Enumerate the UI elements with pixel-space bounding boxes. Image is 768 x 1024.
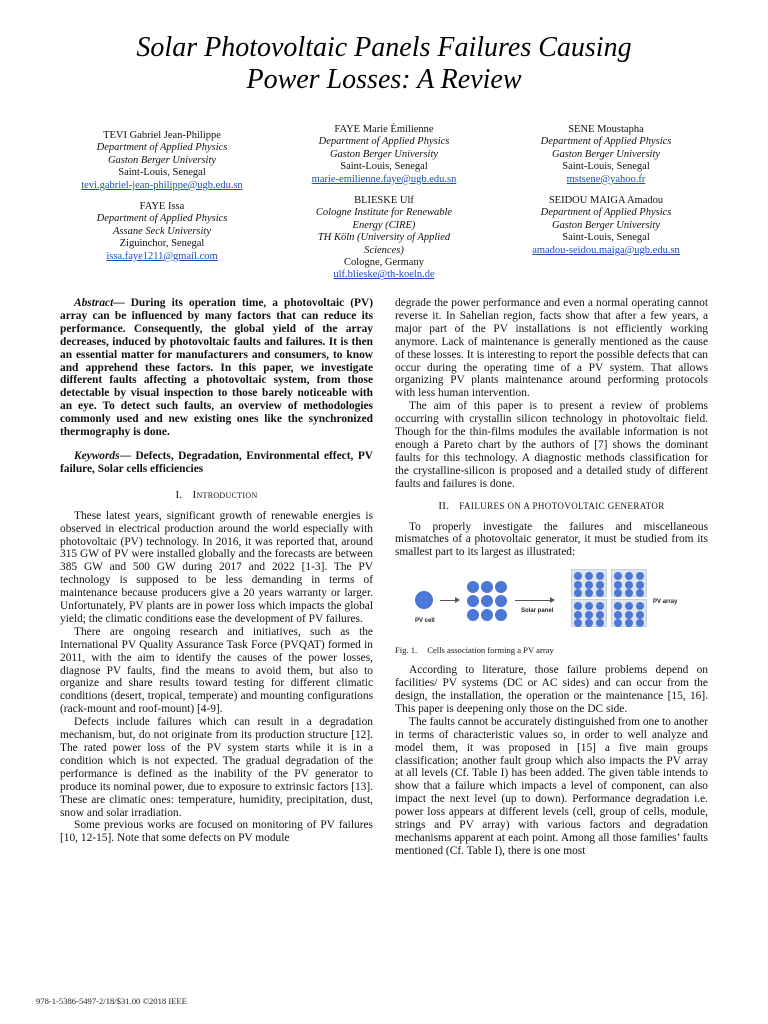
array-cell-dot [596, 572, 604, 580]
array-panel [571, 569, 607, 597]
author-org: Gaston Berger University [329, 148, 439, 160]
paper-title [0, 32, 768, 96]
paragraph: The aim of this paper is to present a review of problems occurring with crystallin silicon technology in photovoltaic field. Though for the thin-films modules the available information is not enough a Pareto chart by the authors of [7] shows the dominant faults for this technology. A diagnostic methods classification for the crystalline-silicon is proposed and a detailed study of different faults and failures is done. [395, 400, 708, 490]
author-org: Gaston Berger University [107, 154, 217, 166]
author-dept: Department of Applied Physics [96, 142, 228, 154]
author-dept: Department of Applied Physics [318, 136, 450, 148]
author-dept: Department of Applied Physics [540, 136, 672, 148]
figure-caption [395, 645, 708, 656]
section-title: FAILURES ON A PHOTOVOLTAIC GENERATOR [459, 500, 665, 511]
paragraph: These latest years, significant growth of renewable energies is observed in electrical production around the world especially with photovoltaic (PV) technology. In 2016, it was reported that, around 315 GW of PV were installed globally and the forecasts are between 385 GW and 500 GW during 2017 and 2022 [1-3]. The PV technology is supposed to be less demanding in terms of maintenance because producers give a 20 years warranty or larger. Unfortunately, PV plants are in power loss which impacts the global yield; the climatic conditions ease the development of PV failures. [60, 509, 373, 625]
array-cell-dot [585, 572, 593, 580]
author-org: Assane Seck University [113, 225, 211, 237]
array-cell-dot [585, 602, 593, 610]
author-name: BLIESKE Ulf [354, 195, 414, 206]
author-city: Cologne, Germany [344, 257, 424, 269]
array-cell-dot [574, 611, 582, 619]
array-cell-dot [614, 572, 622, 580]
keywords-lead: Keywords [74, 449, 120, 462]
panel-cell-dot [495, 595, 507, 607]
author-email-link[interactable]: amadou-seidou.maiga@ugb.edu.sn [532, 244, 680, 256]
paragraph: Some previous works are focused on monitoring of PV failures [10, 12-15]. Note that some defects on PV module [60, 819, 373, 845]
array-cell-dot [574, 602, 582, 610]
array-cell-dot [636, 611, 644, 619]
author-email-link[interactable]: issa.faye1211@gmail.com [106, 250, 218, 262]
author-city: Saint-Louis, Senegal [340, 161, 428, 173]
solar-panel-graphic [467, 581, 509, 623]
author-dept: Department of Applied Physics [540, 207, 672, 219]
section-number: II. [438, 499, 450, 512]
array-cell-dot [636, 572, 644, 580]
array-cell-dot [585, 581, 593, 589]
panel-cell-dot [467, 609, 479, 621]
paragraph: Defects include failures which can result in a degradation mechanism, but, do not originate from its production structure [12]. The rated power loss of the PV system starts while it is in a condition which is not expected. The gradual degradation of the performance is defined as the inability of the PV generator to produce its nominal power, due to exposure to extrinsic factors [13]. These are climatic ones: temperature, humidity, precipitation, dust, snow and solar irradiation. [60, 716, 373, 819]
arrow-head [550, 597, 555, 603]
array-cell-dot [574, 581, 582, 589]
array-cell-dot [636, 589, 644, 597]
title-line-2: Power Losses: A Review [246, 64, 522, 95]
array-cell-dot [636, 602, 644, 610]
author-block-4 [62, 201, 262, 263]
author-dept-1: Cologne Institute for Renewable [315, 207, 453, 219]
author-name: SEIDOU MAIGA Amadou [548, 195, 664, 206]
right-column [395, 297, 708, 858]
pv-array-label: PV array [653, 599, 678, 606]
author-city: Ziguinchor, Senegal [119, 238, 205, 250]
author-email-link[interactable]: marie-emilienne.faye@ugb.edu.sn [311, 173, 457, 185]
panel-cell-dot [467, 595, 479, 607]
arrow-line [440, 600, 456, 601]
array-cell-dot [585, 611, 593, 619]
pv-array-graphic [571, 569, 651, 629]
author-block-6 [506, 195, 706, 257]
author-block-3 [506, 124, 706, 186]
figure-caption-text: Cells association forming a PV array [427, 645, 554, 656]
author-org-1: TH Köln (University of Applied [317, 232, 451, 244]
pv-cell-label: PV cell [415, 618, 435, 625]
array-panel [611, 599, 647, 627]
section-heading-introduction [60, 489, 373, 502]
panel-cell-dot [495, 609, 507, 621]
author-block-5 [284, 195, 484, 282]
section-title: Introduction [192, 488, 258, 501]
author-block-2 [284, 124, 484, 186]
arrow-line [515, 600, 551, 601]
array-panel [571, 599, 607, 627]
array-cell-dot [625, 589, 633, 597]
author-city: Saint-Louis, Senegal [562, 232, 650, 244]
paragraph: To properly investigate the failures and miscellaneous mismatches of a photovoltaic generator, it must be studied from its smallest part to its largest as illustrated: [395, 520, 708, 559]
array-cell-dot [614, 602, 622, 610]
panel-cell-dot [495, 581, 507, 593]
array-cell-dot [614, 581, 622, 589]
array-cell-dot [596, 581, 604, 589]
array-cell-dot [625, 581, 633, 589]
author-city: Saint-Louis, Senegal [562, 161, 650, 173]
array-cell-dot [596, 619, 604, 627]
section-number: I. [175, 488, 183, 501]
paragraph: There are ongoing research and initiatives, such as the International PV Quality Assurance Task Force (PVQAT) formed in 2011, with the aim to identify the causes of the power losses, diagnose PV faults, find the means to avoid them, but also to organize and share results toward testing for different climatic conditions (desert, tropical, temperate) and mounting configurations (rack-mount and roof-mount) [4-9]. [60, 625, 373, 716]
array-cell-dot [585, 589, 593, 597]
pv-cell-graphic [415, 591, 433, 609]
array-cell-dot [625, 619, 633, 627]
array-cell-dot [596, 602, 604, 610]
panel-cell-dot [481, 581, 493, 593]
author-org: Gaston Berger University [551, 148, 661, 160]
array-cell-dot [625, 611, 633, 619]
left-column [60, 297, 373, 845]
panel-cell-dot [481, 595, 493, 607]
copyright-footer: 978-1-5386-5497-2/18/$31.00 ©2018 IEEE [36, 996, 187, 1006]
keywords-text: — Defects, Degradation, Environmental effect, PV failure, Solar cells efficiencies [60, 449, 373, 475]
array-cell-dot [574, 572, 582, 580]
author-name: FAYE Marie Émilienne [334, 124, 434, 135]
author-org: Gaston Berger University [551, 219, 661, 231]
abstract [60, 297, 373, 439]
paragraph: According to literature, those failure problems depend on facilities/ PV systems (DC or AC sides) and can occur from the design, the installation, the operation or the maintenance [15, 16]. This paper is deepening only those on the DC side. [395, 664, 708, 715]
author-dept: Department of Applied Physics [96, 213, 228, 225]
array-cell-dot [596, 589, 604, 597]
array-cell-dot [614, 611, 622, 619]
array-cell-dot [636, 581, 644, 589]
array-cell-dot [585, 619, 593, 627]
keywords [60, 450, 373, 476]
author-name: FAYE Issa [139, 201, 185, 212]
figure-pv-array [395, 569, 750, 639]
author-org-2: Sciences) [364, 244, 404, 256]
array-cell-dot [574, 619, 582, 627]
abstract-lead: Abstract [74, 297, 114, 309]
author-name: TEVI Gabriel Jean-Philippe [103, 130, 221, 141]
array-panel [611, 569, 647, 597]
arrow-head [455, 597, 460, 603]
abstract-text: — During its operation time, a photovoltaic (PV) array can be influenced by many factors that can reduce its performance. Consequently, the global yield of the array decreases, induced by photovoltaic faults and failures. It is then an essential matter for manufacturers and consumers, to know and apprehend these factors. In this paper, we investigate different faults affecting a photovoltaic system, from those detectable by visual inspection to those barely noticeable with an eye. To detect such faults, an overview of methodologies commonly used and new existing ones like the synchronized thermography is done. [60, 297, 373, 439]
array-cell-dot [614, 589, 622, 597]
author-block-1 [62, 130, 262, 192]
section-heading-failures [395, 500, 708, 513]
title-line-1: Solar Photovoltaic Panels Failures Causing [136, 32, 632, 63]
array-cell-dot [625, 602, 633, 610]
author-email-link[interactable]: mstsene@yahoo.fr [566, 173, 646, 185]
array-cell-dot [574, 589, 582, 597]
author-email-link[interactable]: tevi.gabriel-jean-philippe@ugb.edu.sn [81, 179, 243, 191]
author-name: SENE Moustapha [568, 124, 644, 135]
paragraph: degrade the power performance and even a normal operating cannot reverse it. In Sahelian region, facts show that after a few years, a major part of the PV installations is not efficiently working anymore. Lack of maintenance is generally mentioned as the cause of these losses. It is interesting to report the possible defects that can occur during the operating time of a PV system. That allows organizing PV plants maintenance around performing protocols with less human intervention. [395, 297, 708, 400]
author-city: Saint-Louis, Senegal [118, 167, 206, 179]
author-dept-2: Energy (CIRE) [352, 219, 416, 231]
figure-caption-label: Fig. 1. [395, 645, 418, 656]
panel-cell-dot [467, 581, 479, 593]
array-cell-dot [614, 619, 622, 627]
array-cell-dot [625, 572, 633, 580]
paragraph: The faults cannot be accurately distinguished from one to another in terms of characteristic values so, in order to well analyze and model them, it was proposed in [15] a five main groups classification; another fault group which also impacts the PV array at all levels (Cf. Table I) has been added. The given table intends to show that a failure which impacts a level of component, can also impact the next level (up to down). Performance degradation i.e. power loss appears at different levels (cell, group of cells, module, strings and PV array) with various factors and degradation mechanisms apparent at each point. Among all those families’ faults mentioned (Cf. Table I), there is one most [395, 715, 708, 857]
author-email-link[interactable]: ulf.blieske@th-koeln.de [333, 269, 435, 281]
panel-cell-dot [481, 609, 493, 621]
solar-panel-label: Solar panel [521, 608, 554, 615]
array-cell-dot [636, 619, 644, 627]
array-cell-dot [596, 611, 604, 619]
